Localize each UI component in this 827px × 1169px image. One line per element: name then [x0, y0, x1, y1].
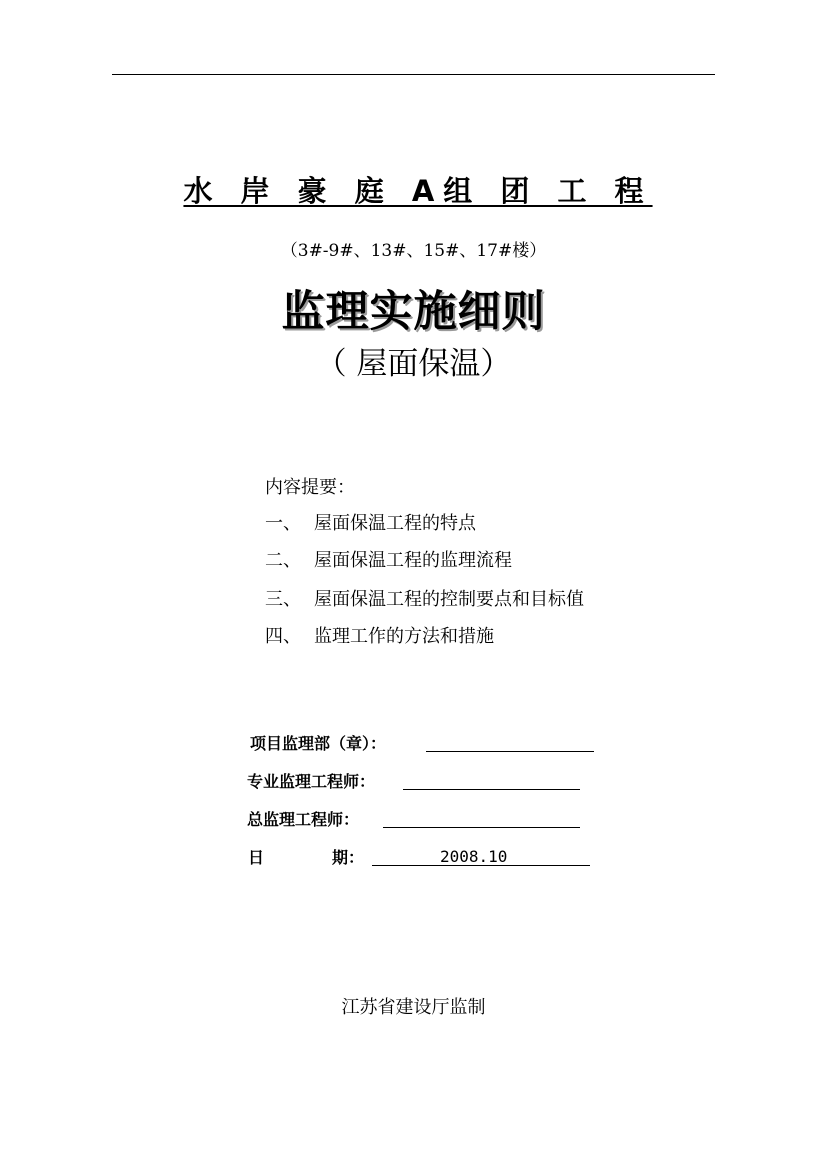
- toc-item-text: 屋面保温工程的特点: [314, 513, 476, 534]
- chief-engineer-label: 总监理工程师：: [247, 810, 360, 829]
- toc-item: [265, 512, 476, 536]
- summary-label: 内容提要：: [265, 477, 355, 498]
- chief-engineer-signature-line: [383, 827, 580, 828]
- toc-item: [265, 625, 494, 649]
- project-title: [0, 172, 827, 210]
- toc-item: [265, 549, 512, 573]
- engineer-signature-line: [403, 789, 580, 790]
- date-signature-line: [372, 865, 590, 866]
- project-dept-signature-line: [426, 751, 594, 752]
- toc-item-number: 三、: [265, 589, 301, 610]
- toc-item-number: 二、: [265, 550, 301, 571]
- supervisor-footer: 江苏省建设厅监制: [341, 997, 486, 1018]
- toc-item: [265, 588, 584, 612]
- date-value: 2008.10: [440, 847, 508, 866]
- date-label-period: 期：: [332, 848, 365, 867]
- project-dept-label: 项目监理部（章）：: [250, 734, 387, 753]
- toc-item-number: 四、: [265, 626, 301, 647]
- top-rule: [112, 74, 715, 75]
- document-title: 监理实施细则: [281, 287, 546, 337]
- toc-item-text: 屋面保温工程的控制要点和目标值: [314, 589, 584, 610]
- engineer-label: 专业监理工程师：: [247, 772, 376, 791]
- toc-item-text: 监理工作的方法和措施: [314, 626, 494, 647]
- document-subject: （ 屋面保温）: [315, 346, 512, 382]
- building-numbers: （3#-9#、13#、15#、17#楼）: [280, 241, 547, 261]
- date-label-day: 日: [248, 848, 265, 867]
- project-title-text: 水 岸 豪 庭 A组 团 工 程: [183, 174, 653, 208]
- toc-item-number: 一、: [265, 513, 301, 534]
- toc-item-text: 屋面保温工程的监理流程: [314, 550, 512, 571]
